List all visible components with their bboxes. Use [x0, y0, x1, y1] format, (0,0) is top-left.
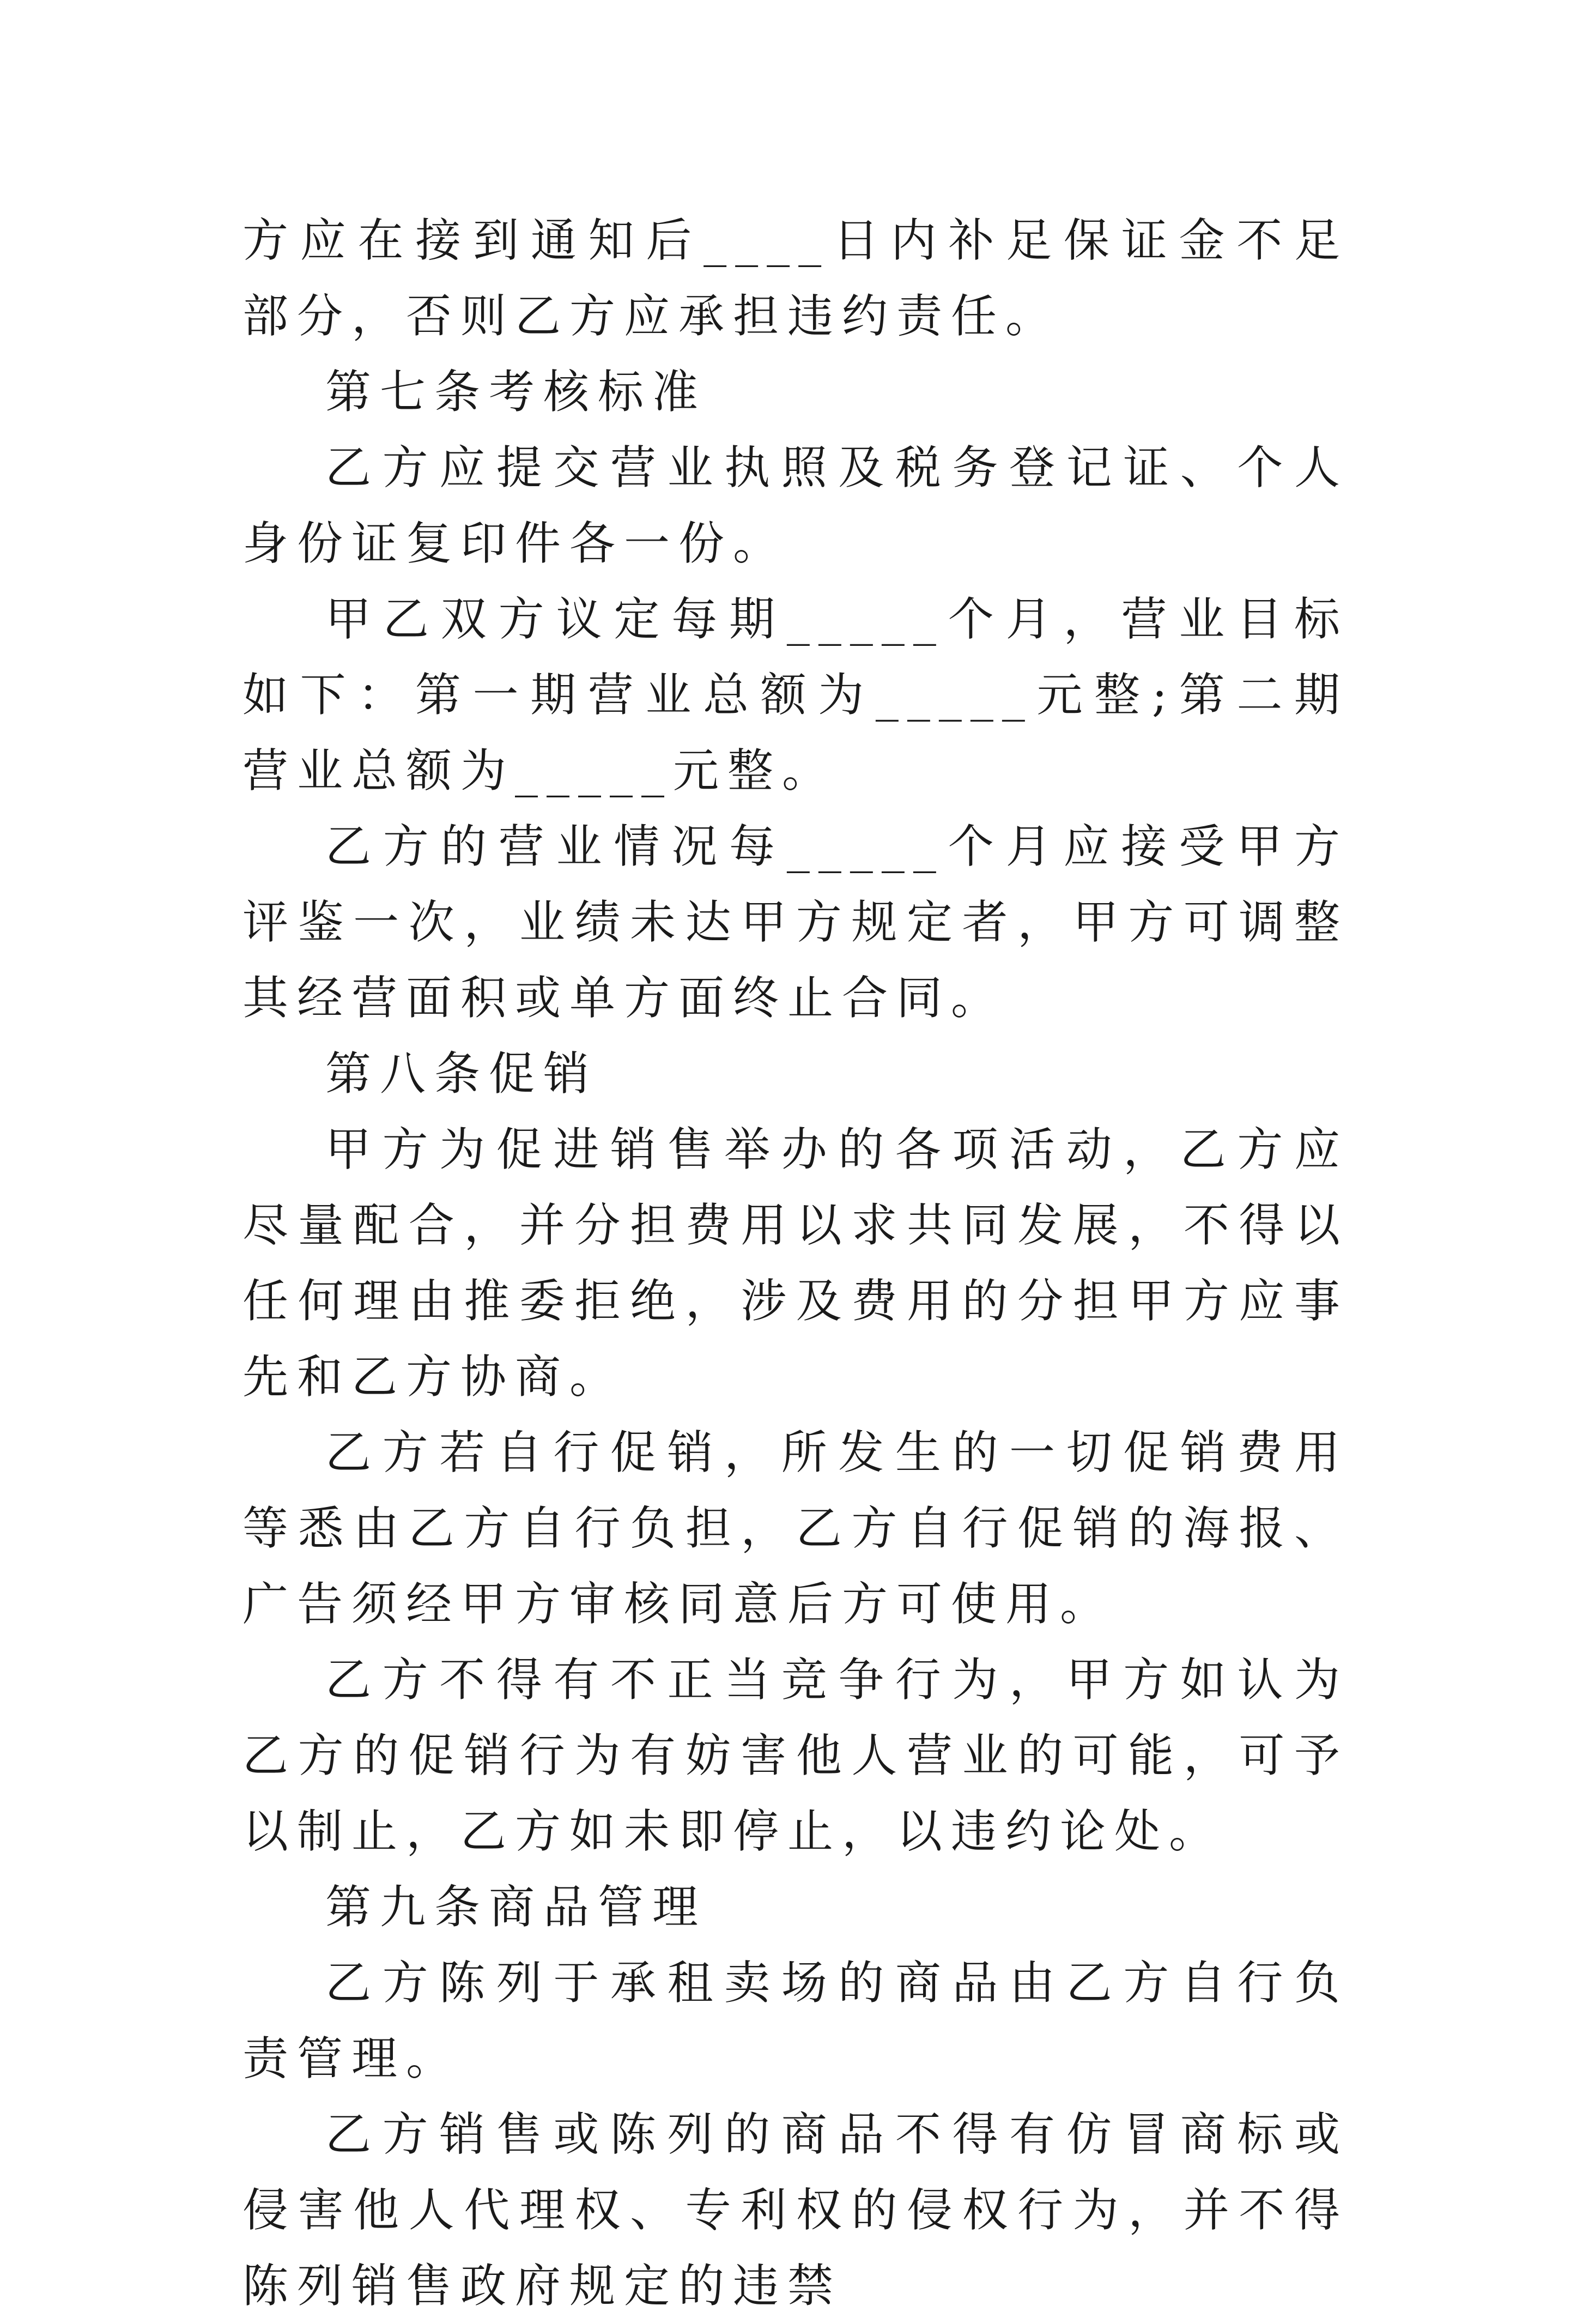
paragraph: 甲乙双方议定每期_____个月，营业目标如下：第一期营业总额为_____元整;第二期营业总额为_____元整。 — [242, 592, 1349, 797]
section-heading-article-8: 第八条促销 — [325, 1047, 598, 1100]
paragraph: 乙方不得有不正当竞争行为，甲方如认为乙方的促销行为有妨害他人营业的可能，可予以制止，乙方如未即停止，以违约论处。 — [242, 1653, 1349, 1858]
section-heading-article-7: 第七条考核标准 — [325, 365, 707, 419]
document-body — [242, 203, 1349, 2324]
paragraph: 乙方陈列于承租卖场的商品由乙方自行负责管理。 — [242, 1956, 1349, 2085]
paragraph: 乙方销售或陈列的商品不得有仿冒商标或侵害他人代理权、专利权的侵权行为，并不得陈列销售政府规定的违禁 — [242, 2108, 1349, 2313]
paragraph: 乙方若自行促销，所发生的一切促销费用等悉由乙方自行负担，乙方自行促销的海报、广告须经甲方审核同意后方可使用。 — [242, 1426, 1349, 1631]
section-heading-article-9: 第九条商品管理 — [325, 1880, 707, 1934]
paragraph-continuation: 方应在接到通知后____日内补足保证金不足部分，否则乙方应承担违约责任。 — [242, 214, 1349, 343]
paragraph: 乙方应提交营业执照及税务登记证、个人身份证复印件各一份。 — [242, 441, 1349, 570]
paragraph: 乙方的营业情况每_____个月应接受甲方评鉴一次，业绩未达甲方规定者，甲方可调整其经营面积或单方面终止合同。 — [242, 820, 1349, 1025]
paragraph: 甲方为促进销售举办的各项活动，乙方应尽量配合，并分担费用以求共同发展，不得以任何理由推委拒绝，涉及费用的分担甲方应事先和乙方协商。 — [242, 1123, 1349, 1403]
